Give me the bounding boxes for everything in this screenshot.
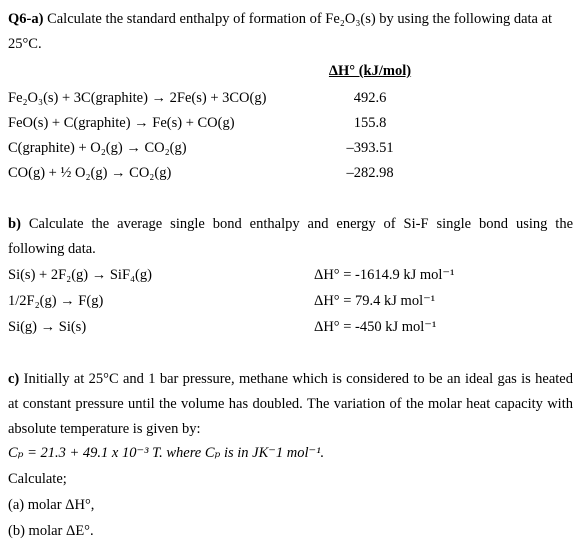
reaction-value-2: 155.8 — [353, 115, 387, 131]
heat-capacity-formula: Cₚ = 21.3 + 49.1 x 10⁻³ T. where Cₚ is in JK⁻1 mol⁻¹. — [8, 445, 325, 461]
question-6b-text: Calculate the average single bond enthalpy and energy of Si-F single bond using the — [28, 216, 574, 232]
question-6c-line-3: absolute temperature is given by: — [8, 421, 201, 437]
reaction-row-2: FeO(s) + C(graphite) → Fe(s) + CO(g) — [8, 115, 235, 131]
question-6c-text: Initially at 25°C and 1 bar pressure, methane which is considered to be an ideal gas is heated — [23, 371, 573, 387]
reaction-value-1: 492.6 — [353, 90, 387, 106]
question-6c-label: c) — [8, 371, 20, 387]
reaction-value-3: –393.51 — [346, 140, 394, 156]
question-6b-line-2: following data. — [8, 241, 96, 257]
part-b-text: molar ΔE°. — [28, 523, 94, 539]
question-6c-line-1 — [8, 370, 573, 388]
reaction-value-4: –282.98 — [346, 165, 394, 181]
question-6c-line-2: at constant pressure until the volume has doubled. The variation of the molar heat capacity with — [8, 396, 573, 412]
calculate-label: Calculate; — [8, 471, 67, 487]
part-a-text: molar ΔH°, — [27, 497, 95, 513]
bond-value-2: ΔH° = 79.4 kJ mol⁻¹ — [314, 293, 436, 309]
bond-value-1: ΔH° = -1614.9 kJ mol⁻¹ — [314, 267, 455, 283]
part-a — [8, 496, 94, 514]
reaction-row-1: Fe₂O₃(s) + 3C(graphite) → 2Fe(s) + 3CO(g) — [8, 90, 267, 106]
part-a-label: (a) — [8, 497, 25, 513]
bond-reaction-1: Si(s) + 2F₂(g) → SiF₄(g) — [8, 267, 152, 283]
question-6a-label: Q6-a) — [8, 11, 44, 27]
question-6b-label: b) — [8, 216, 21, 232]
bond-reaction-2: 1/2F₂(g) → F(g) — [8, 293, 104, 309]
reaction-row-4: CO(g) + ½ O₂(g) → CO₂(g) — [8, 165, 172, 181]
enthalpy-column-header: ΔH° (kJ/mol) — [328, 63, 412, 79]
bond-value-3: ΔH° = -450 kJ mol⁻¹ — [314, 319, 437, 335]
part-b-label: (b) — [8, 523, 25, 539]
question-6a-line-1 — [8, 10, 552, 28]
question-6a-line-2: 25°C. — [8, 36, 42, 52]
reaction-row-3: C(graphite) + O₂(g) → CO₂(g) — [8, 140, 187, 156]
question-6b-line-1 — [8, 215, 573, 233]
part-b — [8, 522, 94, 540]
bond-reaction-3: Si(g) → Si(s) — [8, 319, 87, 335]
question-6a-text: Calculate the standard enthalpy of formation of Fe₂O₃(s) by using the following data at — [47, 11, 553, 27]
